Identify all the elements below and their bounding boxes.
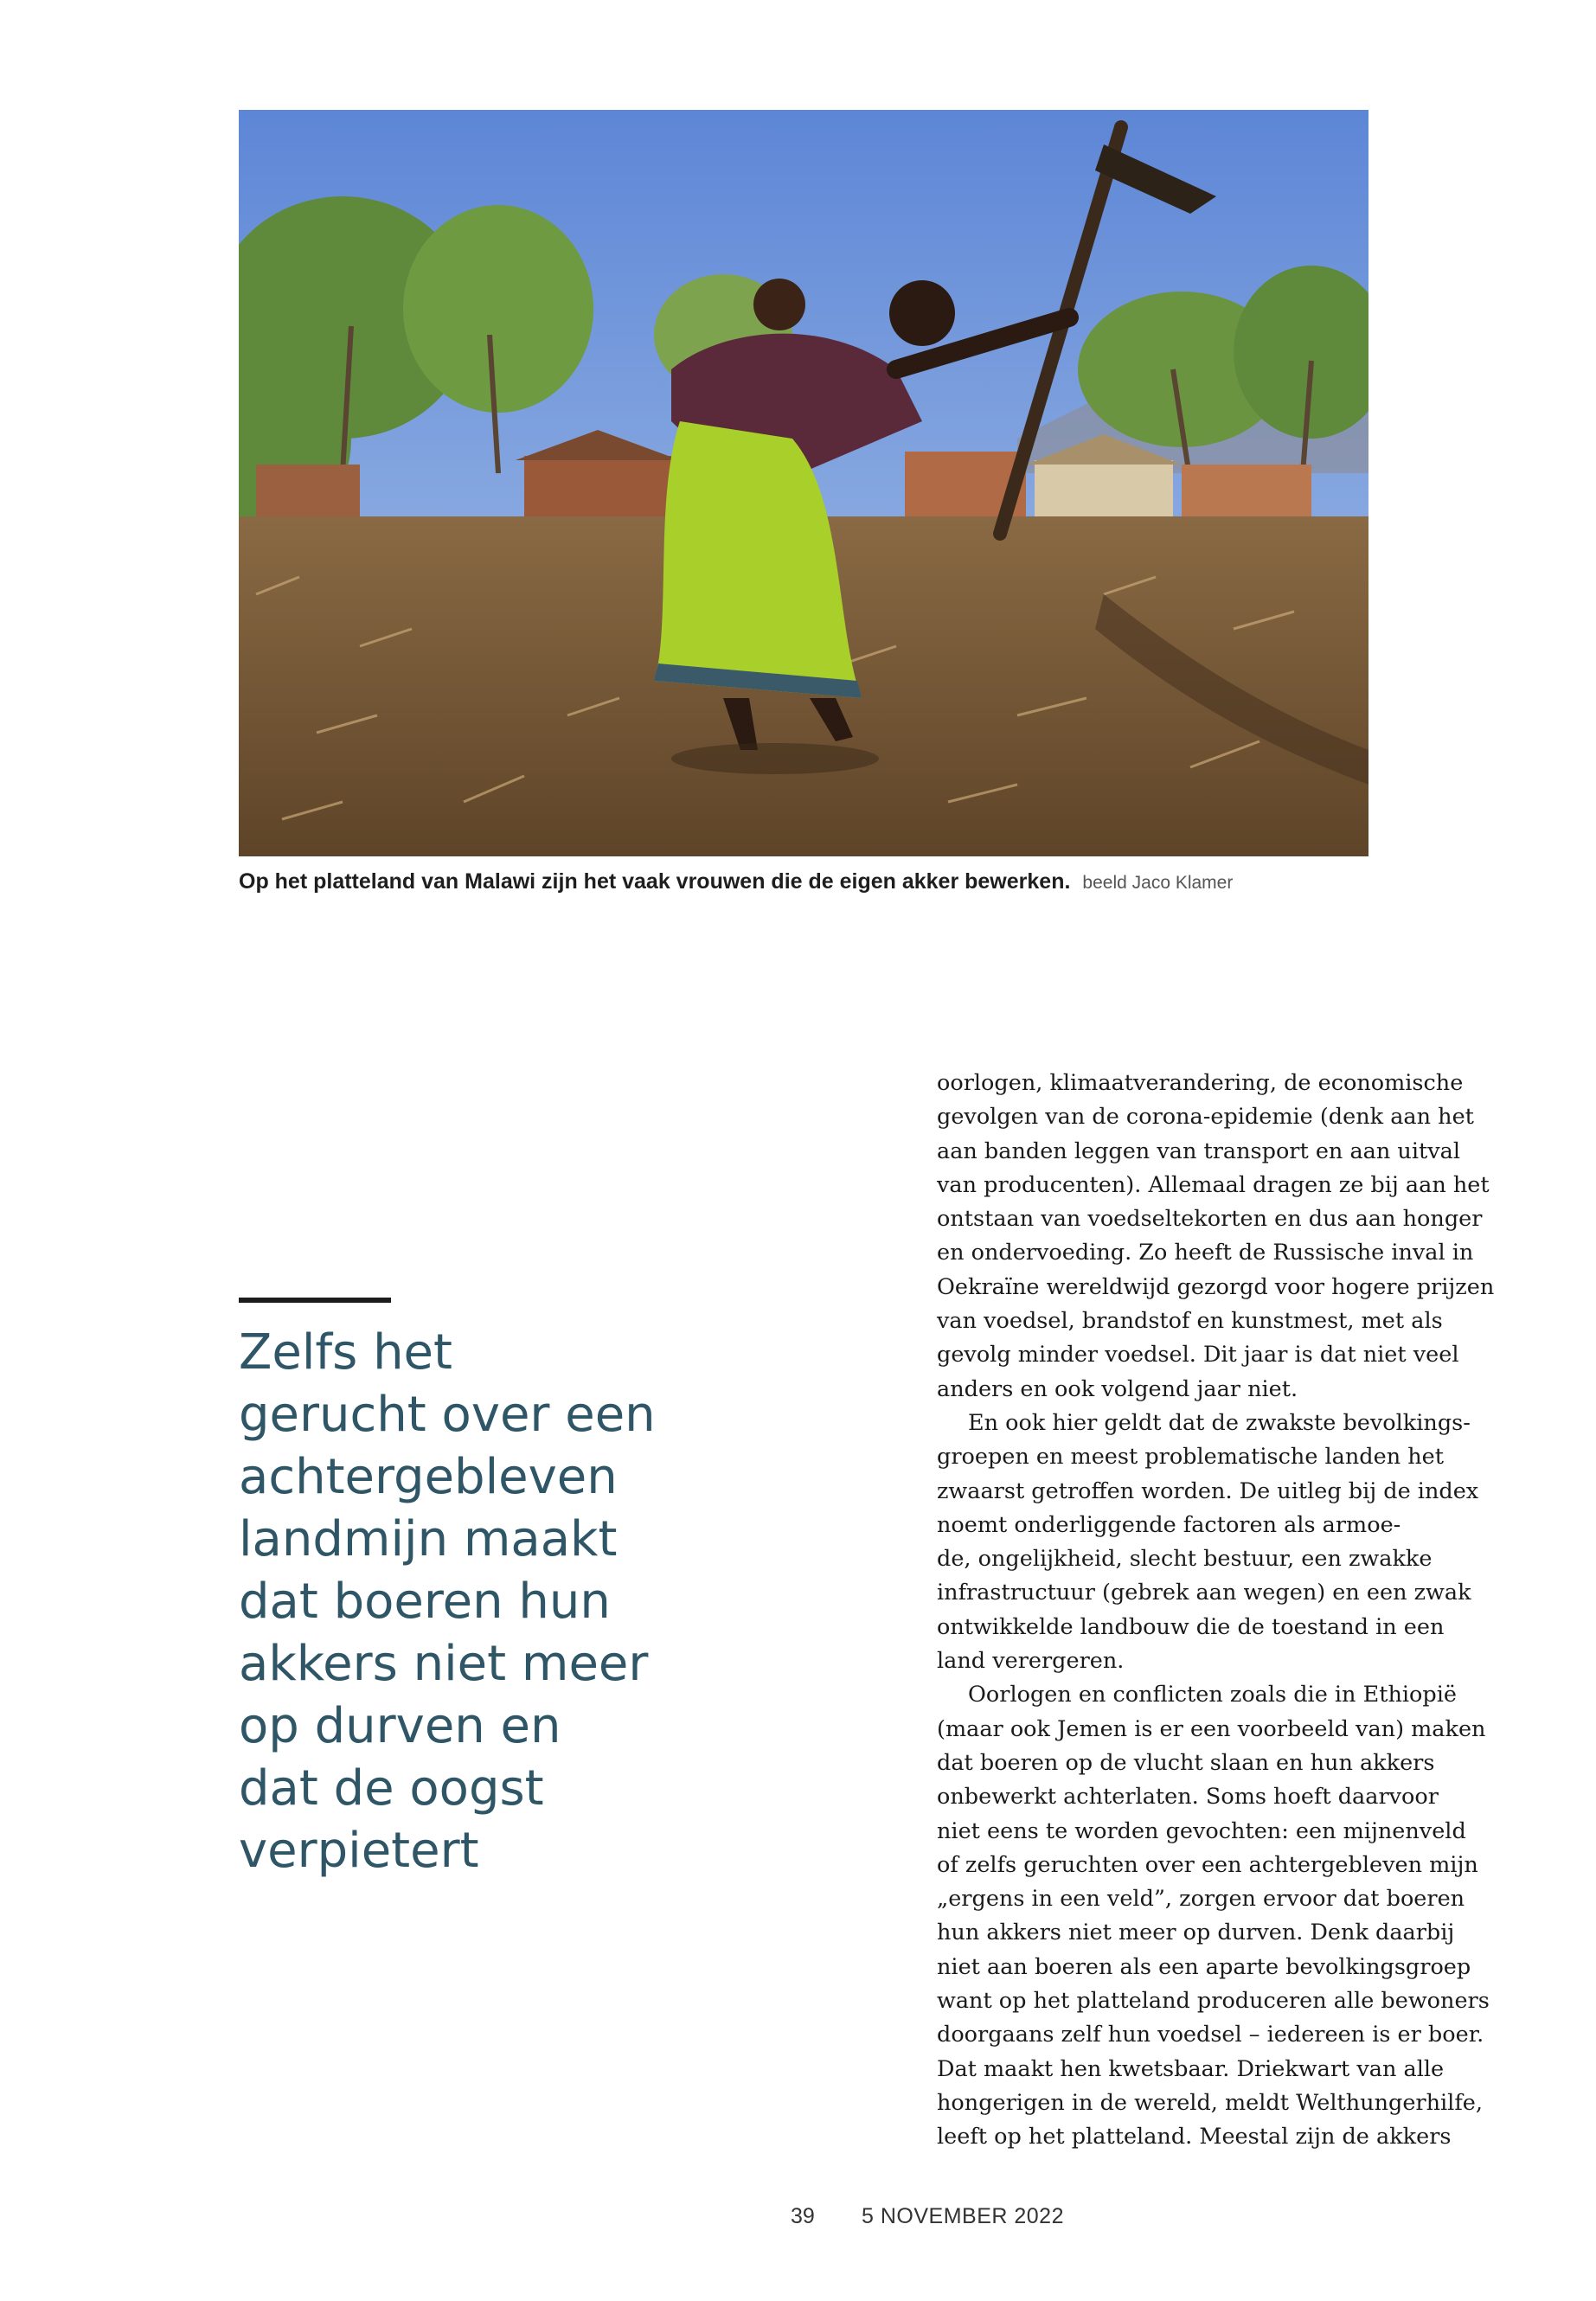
caption-credit: beeld Jaco Klamer	[1082, 873, 1234, 893]
pullquote	[239, 1322, 689, 1882]
body-line: doorgaans zelf hun voedsel – iedereen is er boer.	[937, 2022, 1484, 2048]
body-line: van voedsel, brandstof en kunstmest, met als	[937, 1308, 1443, 1335]
issue-date: 5 NOVEMBER 2022	[862, 2204, 1064, 2228]
caption-text: Op het platteland van Malawi zijn het vaak vrouwen die de eigen akker bewerken.	[239, 869, 1071, 894]
pullquote-line: akkers niet meer	[239, 1636, 649, 1692]
body-line: van producenten). Allemaal dragen ze bij aan het	[937, 1171, 1490, 1198]
body-line: de, ongelijkheid, slecht bestuur, een zwakke	[937, 1546, 1433, 1573]
article-photo	[239, 110, 1368, 856]
body-line: Oekraïne wereldwijd gezorgd voor hogere prijzen	[937, 1273, 1495, 1300]
body-line: Oorlogen en conflicten zoals die in Ethiopië	[968, 1682, 1457, 1708]
body-line: infrastructuur (gebrek aan wegen) en een zwak	[937, 1580, 1471, 1606]
pullquote-line: dat boeren hun	[239, 1574, 611, 1630]
pullquote-line: op durven en	[239, 1698, 561, 1754]
body-line: ontwikkelde landbouw die de toestand in een	[937, 1613, 1445, 1640]
body-line: land verergeren.	[937, 1648, 1125, 1675]
page-number: 39	[791, 2204, 815, 2228]
body-line: zwaarst getroffen worden. De uitleg bij de index	[937, 1477, 1479, 1504]
pullquote-line: landmijn maakt	[239, 1511, 618, 1567]
body-line: leeft op het platteland. Meestal zijn de akkers	[937, 2124, 1452, 2150]
body-line: niet eens te worden gevochten: een mijnenveld	[937, 1817, 1466, 1844]
pullquote-line: verpietert	[239, 1823, 479, 1879]
body-line: dat boeren op de vlucht slaan en hun akkers	[937, 1749, 1435, 1776]
body-line: onbewerkt achterlaten. Soms hoeft daarvoor	[937, 1784, 1439, 1811]
body-line: aan banden leggen van transport en aan uitval	[937, 1138, 1460, 1164]
body-line: ontstaan van voedseltekorten en dus aan honger	[937, 1206, 1483, 1233]
body-line: niet aan boeren als een aparte bevolkingsgroep	[937, 1953, 1471, 1980]
pullquote-line: dat de oogst	[239, 1760, 544, 1817]
body-line: groepen en meest problematische landen het	[937, 1444, 1445, 1471]
pullquote-line: achtergebleven	[239, 1449, 618, 1505]
body-line: noemt onderliggende factoren als armoe-	[937, 1511, 1401, 1538]
body-line: gevolgen van de corona-epidemie (denk aan het	[937, 1104, 1474, 1131]
pullquote-line: gerucht over een	[239, 1387, 656, 1443]
pullquote-rule	[239, 1298, 391, 1303]
body-line: of zelfs geruchten over een achtergebleven mijn	[937, 1851, 1478, 1878]
body-line: Dat maakt hen kwetsbaar. Driekwart van alle	[937, 2055, 1445, 2082]
body-line: want op het platteland produceren alle bewoners	[937, 1988, 1490, 2015]
article-body	[937, 1067, 1495, 2155]
body-line: En ook hier geldt dat de zwakste bevolkings-	[968, 1409, 1471, 1436]
body-line: hun akkers niet meer op durven. Denk daarbij	[937, 1920, 1455, 1946]
pullquote-line: Zelfs het	[239, 1324, 452, 1381]
body-line: en ondervoeding. Zo heeft de Russische inval in	[937, 1240, 1474, 1266]
body-line: gevolg minder voedsel. Dit jaar is dat niet veel	[937, 1342, 1459, 1368]
body-line: hongerigen in de wereld, meldt Welthungerhilfe,	[937, 2089, 1483, 2116]
body-line: anders en ook volgend jaar niet.	[937, 1375, 1298, 1402]
body-line: (maar ook Jemen is er een voorbeeld van) maken	[937, 1715, 1486, 1742]
body-line: „ergens in een veld”, zorgen ervoor dat boeren	[937, 1886, 1465, 1913]
body-line: oorlogen, klimaatverandering, de economische	[937, 1070, 1464, 1096]
photo-caption	[239, 869, 1450, 894]
